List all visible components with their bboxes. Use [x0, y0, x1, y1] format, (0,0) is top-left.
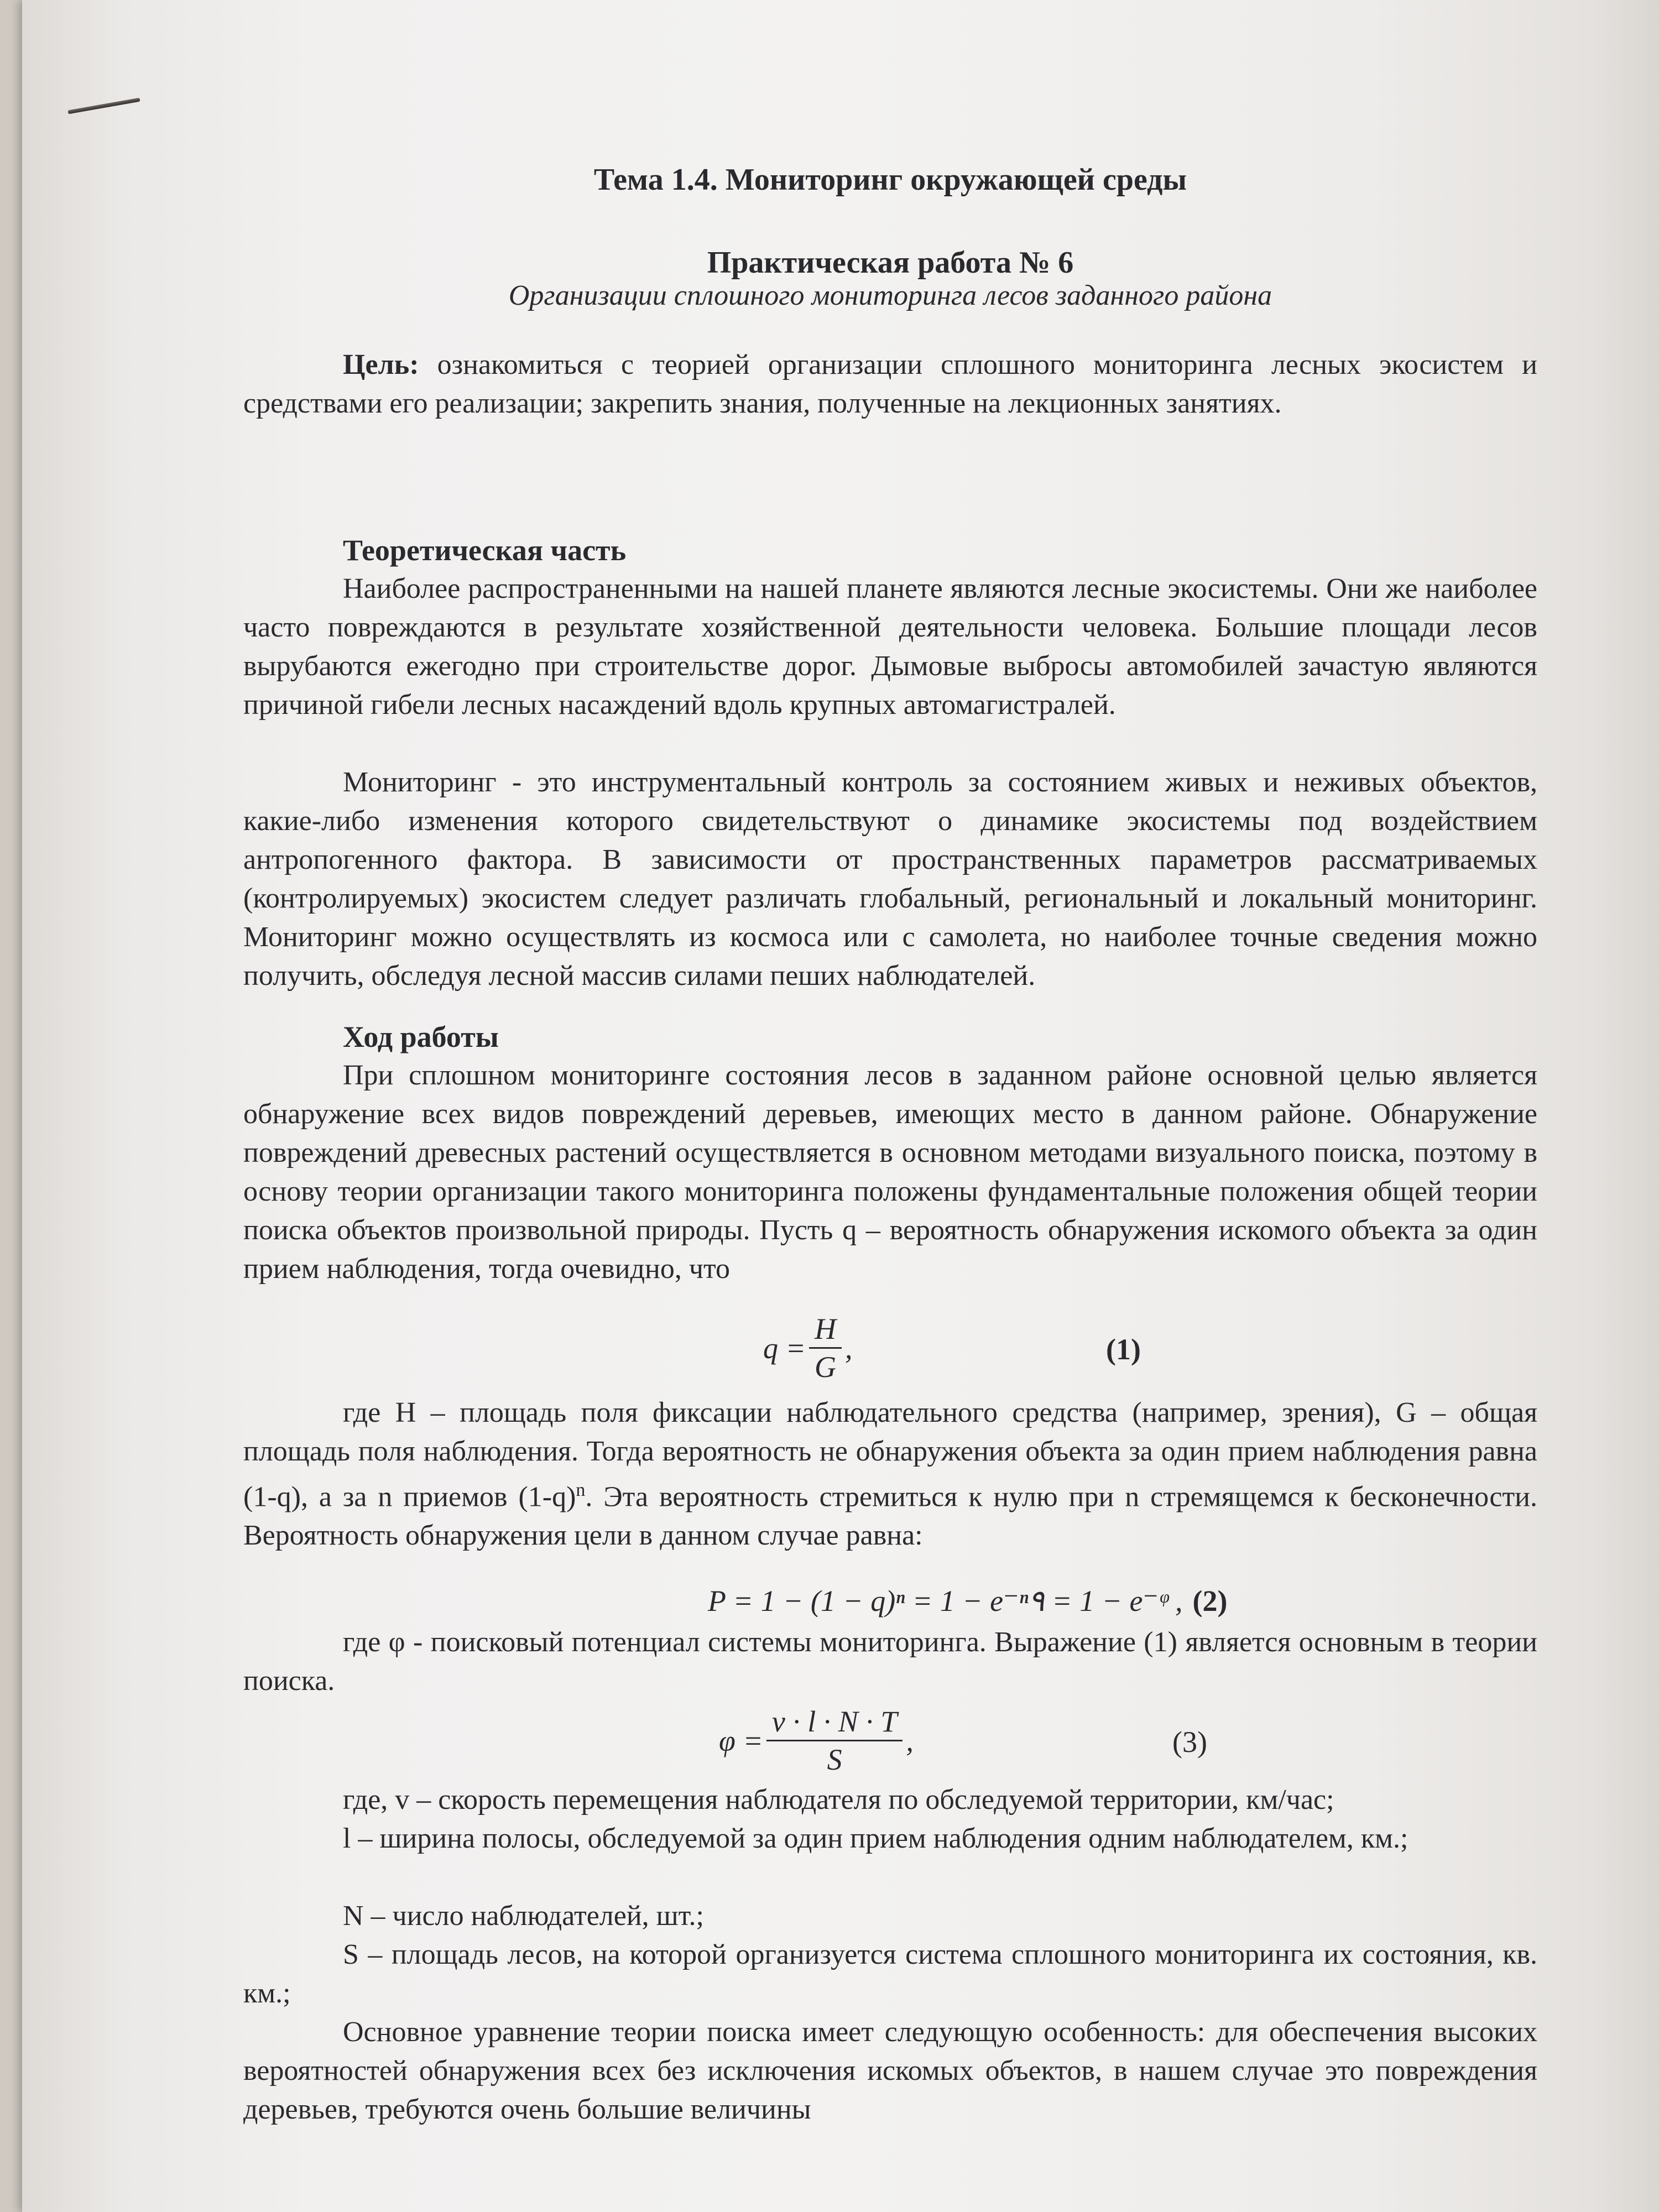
practical-work-title: Практическая работа № 6 [707, 246, 1074, 280]
power-n: n [576, 1480, 586, 1500]
formula-1-numerator: H [809, 1311, 842, 1349]
work-paragraph-1: При сплошном мониторинге состояния лесов в заданном районе основной целью является обнаружение всех видов повреждений деревьев, имеющих место в данном районе. Обнаружение повреждений древесных растений осуществляется в основном методами визуального поиска, поэтому в основу теории организации такого мониторинга положены фундаментальные положения общей теории поиска объектов произвольной природы. Пусть q – вероятность обнаружения искомого объекта за один прием наблюдения, тогда очевидно, что [243, 1060, 1537, 1285]
work-paragraph-2-b: . Эта вероятность стремиться к нулю при n стремящемся к бесконечности. Вероятность обнаружения цели в данном случае равна: [243, 1481, 1537, 1552]
formula-3-denominator: S [827, 1743, 842, 1776]
formula-1 [763, 1311, 852, 1385]
definition-s: S – площадь лесов, на которой организуется система сплошного мониторинга их состояния, кв. км.; [243, 1939, 1537, 2009]
formula-2-expression: P = 1 − (1 − q)ⁿ = 1 − e⁻ⁿ۹ = 1 − e⁻ᵠ , [708, 1584, 1183, 1618]
work-paragraph-4: Основное уравнение теории поиска имеет следующую особенность: для обеспечения высоких вероятностей обнаружения всех без исключения искомых объектов, в нашем случае это повреждения деревьев, требуются очень большие величины [243, 2016, 1537, 2125]
formula-1-fraction [809, 1311, 842, 1385]
work-paragraph-2-a: где H – площадь поля фиксации наблюдательного средства (например, зрения), G – общая площадь поля наблюдения. Тогда вероятность не обнаружения объекта за один прием наблюдения равна (1-q), а за n приемов (1-q) [243, 1397, 1537, 1513]
theory-paragraph-1: Наиболее распространенными на нашей планете являются лесные экосистемы. Они же наиболее часто повреждаются в результате хозяйственной деятельности человека. Большие площади лесов вырубаются ежегодно при строительстве дорог. Дымовые выбросы автомобилей зачастую являются причиной гибели лесных насаждений вдоль крупных автомагистралей. [243, 573, 1537, 721]
work-paragraph-2 [243, 1394, 1537, 1555]
formula-1-lhs: q = [763, 1331, 806, 1365]
goal-label: Цель: [343, 349, 419, 380]
formula-3-lhs: φ = [719, 1724, 763, 1757]
definition-l: l – ширина полосы, обследуемой за один прием наблюдения одним наблюдателем, км.; [343, 1823, 1408, 1854]
goal-paragraph [243, 346, 1537, 423]
formula-2 [708, 1582, 1227, 1620]
theory-heading: Теоретическая часть [343, 534, 627, 567]
formula-1-denominator: G [814, 1350, 836, 1384]
definition-n: N – число наблюдателей, шт.; [343, 1900, 704, 1932]
formula-1-number: (1) [1106, 1333, 1141, 1366]
goal-text: ознакомиться с теорией организации сплошного мониторинга лесных экосистем и средствами его реализации; закрепить знания, полученные на лекционных занятиях. [243, 349, 1537, 419]
page-title: Тема 1.4. Мониторинг окружающей среды [593, 163, 1187, 197]
formula-3 [719, 1703, 914, 1778]
formula-3-fraction [766, 1703, 903, 1778]
theory-paragraph-2: Мониторинг - это инструментальный контроль за состоянием живых и неживых объектов, какие-либо изменения которого свидетельствуют о динамике экосистемы под воздействием антропогенного фактора. В зависимости от пространственных параметров рассматриваемых (контролируемых) экосистем следует различать глобальный, региональный и локальный мониторинг. Мониторинг можно осуществлять из космоса или с самолета, но наиболее точные сведения можно получить, обследуя лесной массив силами пеших наблюдателей. [243, 766, 1537, 992]
practical-work-subtitle: Организации сплошного мониторинга лесов заданного района [508, 280, 1272, 311]
formula-3-numerator: v · l · N · T [766, 1703, 903, 1741]
work-paragraph-3: где φ - поисковый потенциал системы мониторинга. Выражение (1) является основным в теории поиска. [243, 1626, 1537, 1697]
work-heading: Ход работы [343, 1020, 499, 1053]
document-page [22, 0, 1659, 2212]
formula-1-tail: , [844, 1331, 853, 1365]
formula-3-tail: , [906, 1724, 914, 1757]
definition-v: где, v – скорость перемещения наблюдателя по обследуемой территории, км/час; [343, 1784, 1334, 1815]
formula-3-number: (3) [1172, 1725, 1207, 1759]
formula-2-number: (2) [1192, 1584, 1228, 1618]
staple [67, 98, 140, 114]
